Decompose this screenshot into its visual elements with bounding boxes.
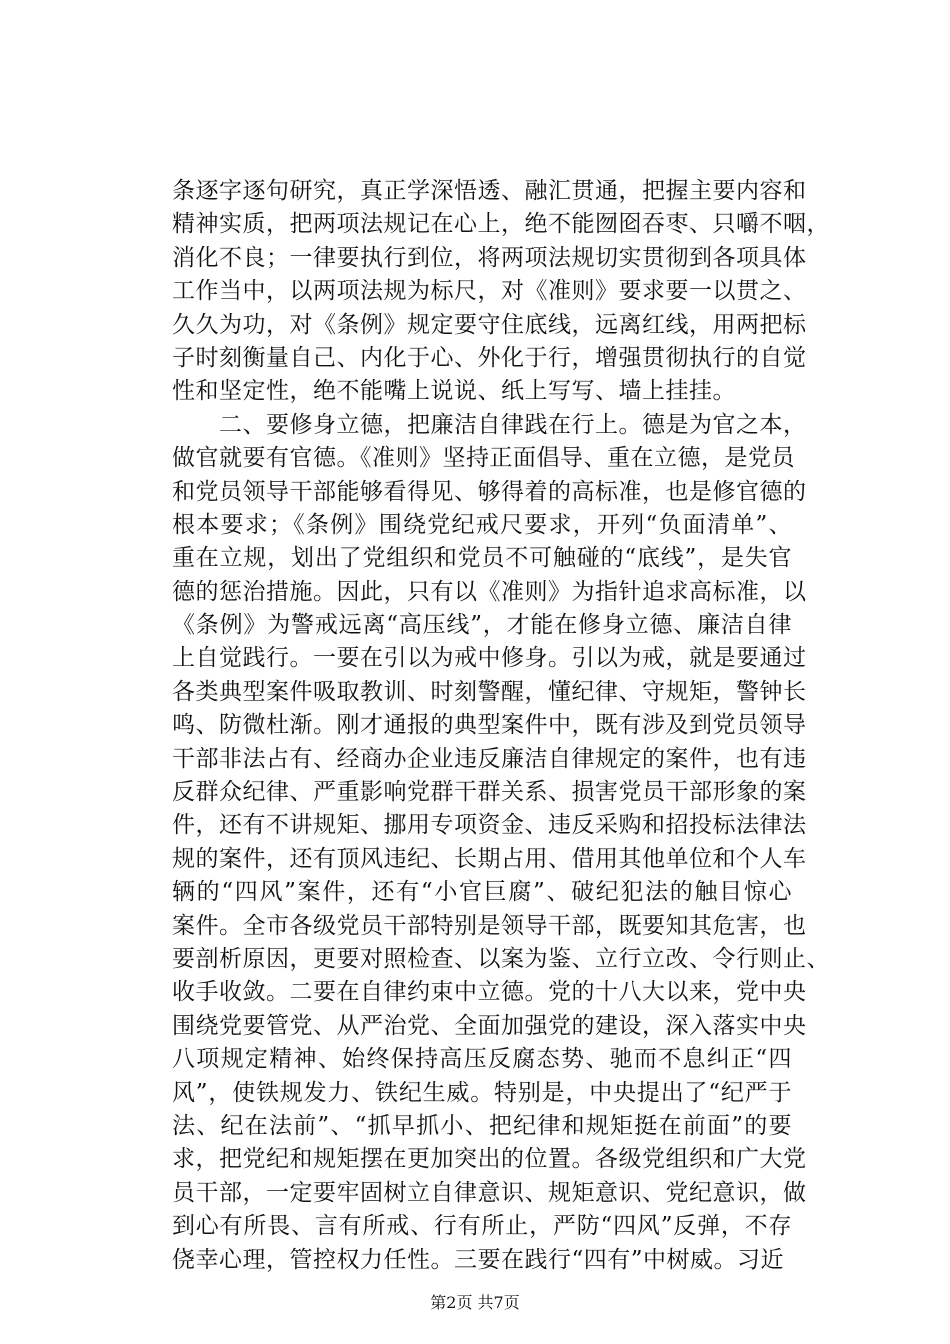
text-line: 围绕党要管党、从严治党、全面加强党的建设，深入落实中央 [172, 1012, 807, 1039]
text-line: 反群众纪律、严重影响党群干群关系、损害党员干部形象的案 [172, 779, 807, 806]
text-line: 二、要修身立德，把廉洁自律践在行上。德是为官之本， [172, 411, 807, 438]
text-line: 件，还有不讲规矩、挪用专项资金、违反采购和招投标法律法 [172, 812, 807, 839]
text-line: 法、纪在法前”、“抓早抓小、把纪律和规矩挺在前面”的要 [172, 1112, 792, 1139]
text-line: 求，把党纪和规矩摆在更加突出的位置。各级党组织和广大党 [172, 1146, 807, 1173]
text-line: 风”，使铁规发力、铁纪生威。特别是，中央提出了“纪严于 [172, 1079, 792, 1106]
text-line: 性和坚定性，绝不能嘴上说说、纸上写写、墙上挂挂。 [172, 378, 736, 405]
text-line: 重在立规，划出了党组织和党员不可触碰的“底线”，是失官 [172, 545, 792, 572]
text-line: 《条例》为警戒远离“高压线”，才能在修身立德、廉洁自律 [172, 612, 792, 639]
text-line: 久久为功，对《条例》规定要守住底线，远离红线，用两把标 [172, 311, 807, 338]
text-line: 工作当中，以两项法规为标尺，对《准则》要求要一以贯之、 [172, 278, 807, 305]
text-line: 干部非法占有、经商办企业违反廉洁自律规定的案件，也有违 [172, 745, 807, 772]
text-line: 上自觉践行。一要在引以为戒中修身。引以为戒，就是要通过 [172, 645, 807, 672]
text-line: 子时刻衡量自己、内化于心、外化于行，增强贯彻执行的自觉 [172, 344, 807, 371]
text-line: 侥幸心理，管控权力任性。三要在践行“四有”中树威。习近 [172, 1246, 785, 1273]
text-line: 精神实质，把两项法规记在心上，绝不能囫囵吞枣、只嚼不咽， [172, 211, 830, 238]
text-line: 八项规定精神、始终保持高压反腐态势、驰而不息纠正“四 [172, 1046, 792, 1073]
text-line: 根本要求；《条例》围绕党纪戒尺要求，开列“负面清单”、 [172, 511, 792, 538]
body-text [172, 175, 830, 1277]
text-line: 消化不良；一律要执行到位，将两项法规切实贯彻到各项具体 [172, 244, 807, 271]
text-line: 辆的“四风”案件，还有“小官巨腐”、破纪犯法的触目惊心 [172, 879, 792, 906]
text-line: 要剖析原因，更要对照检查、以案为鉴、立行立改、令行则止、 [172, 945, 830, 972]
text-line: 鸣、防微杜渐。刚才通报的典型案件中，既有涉及到党员领导 [172, 712, 807, 739]
text-line: 各类典型案件吸取教训、时刻警醒，懂纪律、守规矩，警钟长 [172, 678, 807, 705]
text-line: 收手收敛。二要在自律约束中立德。党的十八大以来，党中央 [172, 979, 807, 1006]
text-line: 案件。全市各级党员干部特别是领导干部，既要知其危害，也 [172, 912, 807, 939]
text-line: 员干部，一定要牢固树立自律意识、规矩意识、党纪意识，做 [172, 1179, 807, 1206]
text-line: 和党员领导干部能够看得见、够得着的高标准，也是修官德的 [172, 478, 807, 505]
text-line: 条逐字逐句研究，真正学深悟透、融汇贯通，把握主要内容和 [172, 178, 807, 204]
text-line: 做官就要有官德。《准则》坚持正面倡导、重在立德，是党员 [172, 445, 795, 472]
text-line: 德的惩治措施。因此，只有以《准则》为指针追求高标准，以 [172, 578, 807, 605]
text-line: 到心有所畏、言有所戒、行有所止，严防“四风”反弹，不存 [172, 1213, 792, 1240]
page-footer: 第2页 共7页 [430, 1293, 520, 1312]
text-line: 规的案件，还有顶风违纪、长期占用、借用其他单位和个人车 [172, 845, 807, 872]
